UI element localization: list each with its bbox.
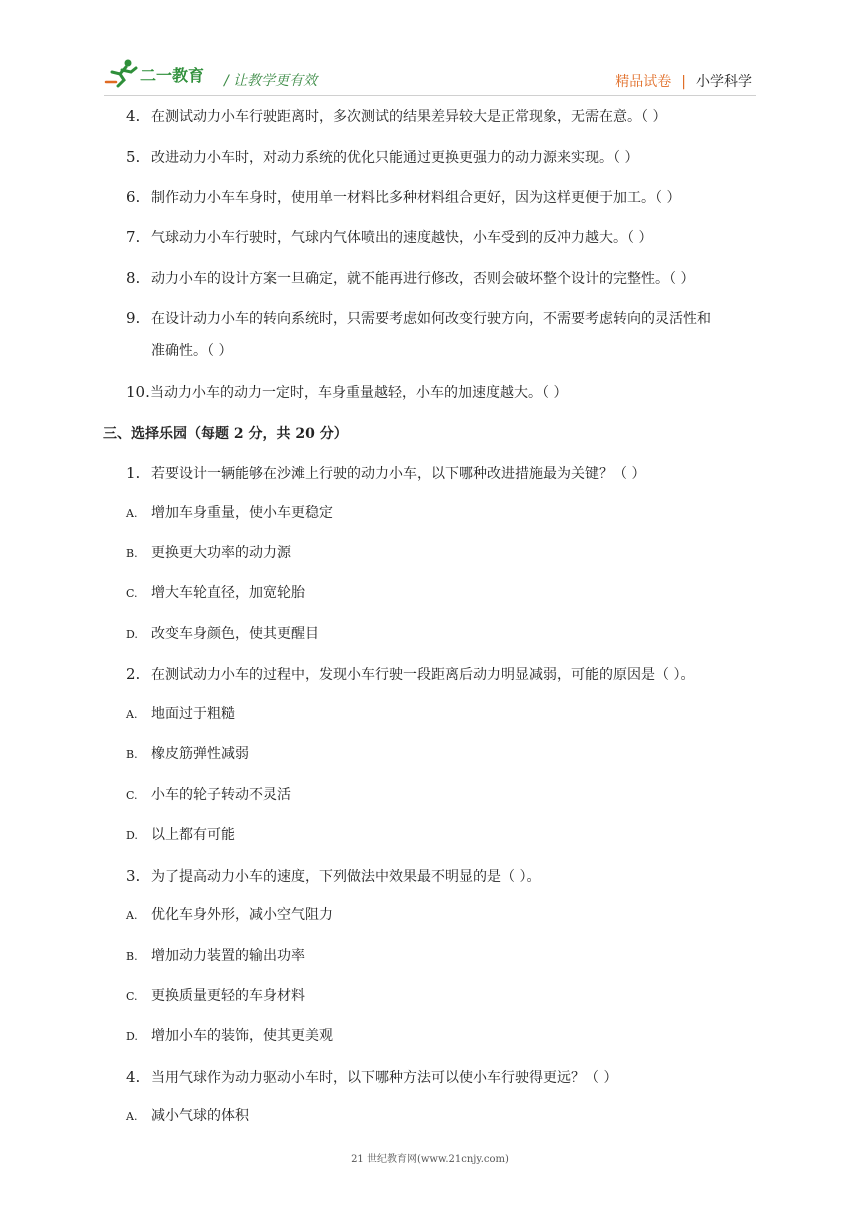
choice-question-1: 1. 若要设计一辆能够在沙滩上行驶的动力小车，以下哪种改进措施最为关键？（ ） [126, 464, 646, 482]
section-title-choice: 三、选择乐园（每题 2 分，共 20 分） [103, 426, 348, 442]
choice-3-option-d: D. 增加小车的装饰，使其更美观 [126, 1028, 333, 1044]
judge-item-5: 5. 改进动力小车时，对动力系统的优化只能通过更换更强力的动力源来实现。（ ） [126, 148, 639, 166]
logo [104, 58, 204, 88]
choice-3-option-b: B. 增加动力装置的输出功率 [126, 948, 305, 964]
choice-question-4: 4. 当用气球作为动力驱动小车时，以下哪种方法可以使小车行驶得更远？（ ） [126, 1068, 618, 1086]
choice-1-option-b: B. 更换更大功率的动力源 [126, 545, 291, 561]
judge-item-8: 8. 动力小车的设计方案一旦确定，就不能再进行修改，否则会破坏整个设计的完整性。（ ） [126, 269, 695, 287]
choice-2-option-a: A. 地面过于粗糙 [126, 706, 235, 722]
choice-1-option-c: C. 增大车轮直径，加宽轮胎 [126, 585, 305, 601]
judge-item-4: 4. 在测试动力小车行驶距离时，多次测试的结果差异较大是正常现象，无需在意。（ ） [126, 107, 667, 125]
runner-logo-icon [104, 58, 140, 88]
header-tags [615, 71, 752, 91]
header-divider [104, 95, 756, 96]
judge-item-6: 6. 制作动力小车车身时，使用单一材料比多种材料组合更好，因为这样更便于加工。（ ） [126, 188, 681, 206]
tag-subject: 小学科学 [696, 74, 752, 90]
choice-2-option-b: B. 橡皮筋弹性减弱 [126, 746, 249, 762]
header-separator: | [681, 74, 686, 90]
page-header [0, 0, 860, 100]
page-footer: 21 世纪教育网(www.21cnjy.com) [351, 1154, 509, 1165]
choice-1-option-a: A. 增加车身重量，使小车更稳定 [126, 505, 333, 521]
slogan: / 让教学更有效 [224, 73, 318, 89]
choice-question-2: 2. 在测试动力小车的过程中，发现小车行驶一段距离后动力明显减弱，可能的原因是（ ）。 [126, 665, 695, 683]
judge-item-9-continued: 准确性。（ ） [151, 343, 233, 359]
tag-premium-exam: 精品试卷 [615, 74, 672, 90]
judge-item-7: 7. 气球动力小车行驶时，气球内气体喷出的速度越快，小车受到的反冲力越大。（ ） [126, 228, 653, 246]
judge-item-9: 9. 在设计动力小车的转向系统时，只需要考虑如何改变行驶方向，不需要考虑转向的灵活性和 [126, 309, 711, 327]
judge-item-10: 10.当动力小车的动力一定时，车身重量越轻，小车的加速度越大。（ ） [126, 383, 568, 401]
brand-name: 二一教育 [140, 66, 205, 85]
choice-4-option-a: A. 减小气球的体积 [126, 1108, 249, 1124]
choice-1-option-d: D. 改变车身颜色，使其更醒目 [126, 626, 319, 642]
choice-3-option-c: C. 更换质量更轻的车身材料 [126, 988, 305, 1004]
choice-question-3: 3. 为了提高动力小车的速度，下列做法中效果最不明显的是（ ）。 [126, 867, 541, 885]
choice-2-option-d: D. 以上都有可能 [126, 827, 235, 843]
choice-2-option-c: C. 小车的轮子转动不灵活 [126, 787, 291, 803]
choice-3-option-a: A. 优化车身外形，减小空气阻力 [126, 907, 333, 923]
